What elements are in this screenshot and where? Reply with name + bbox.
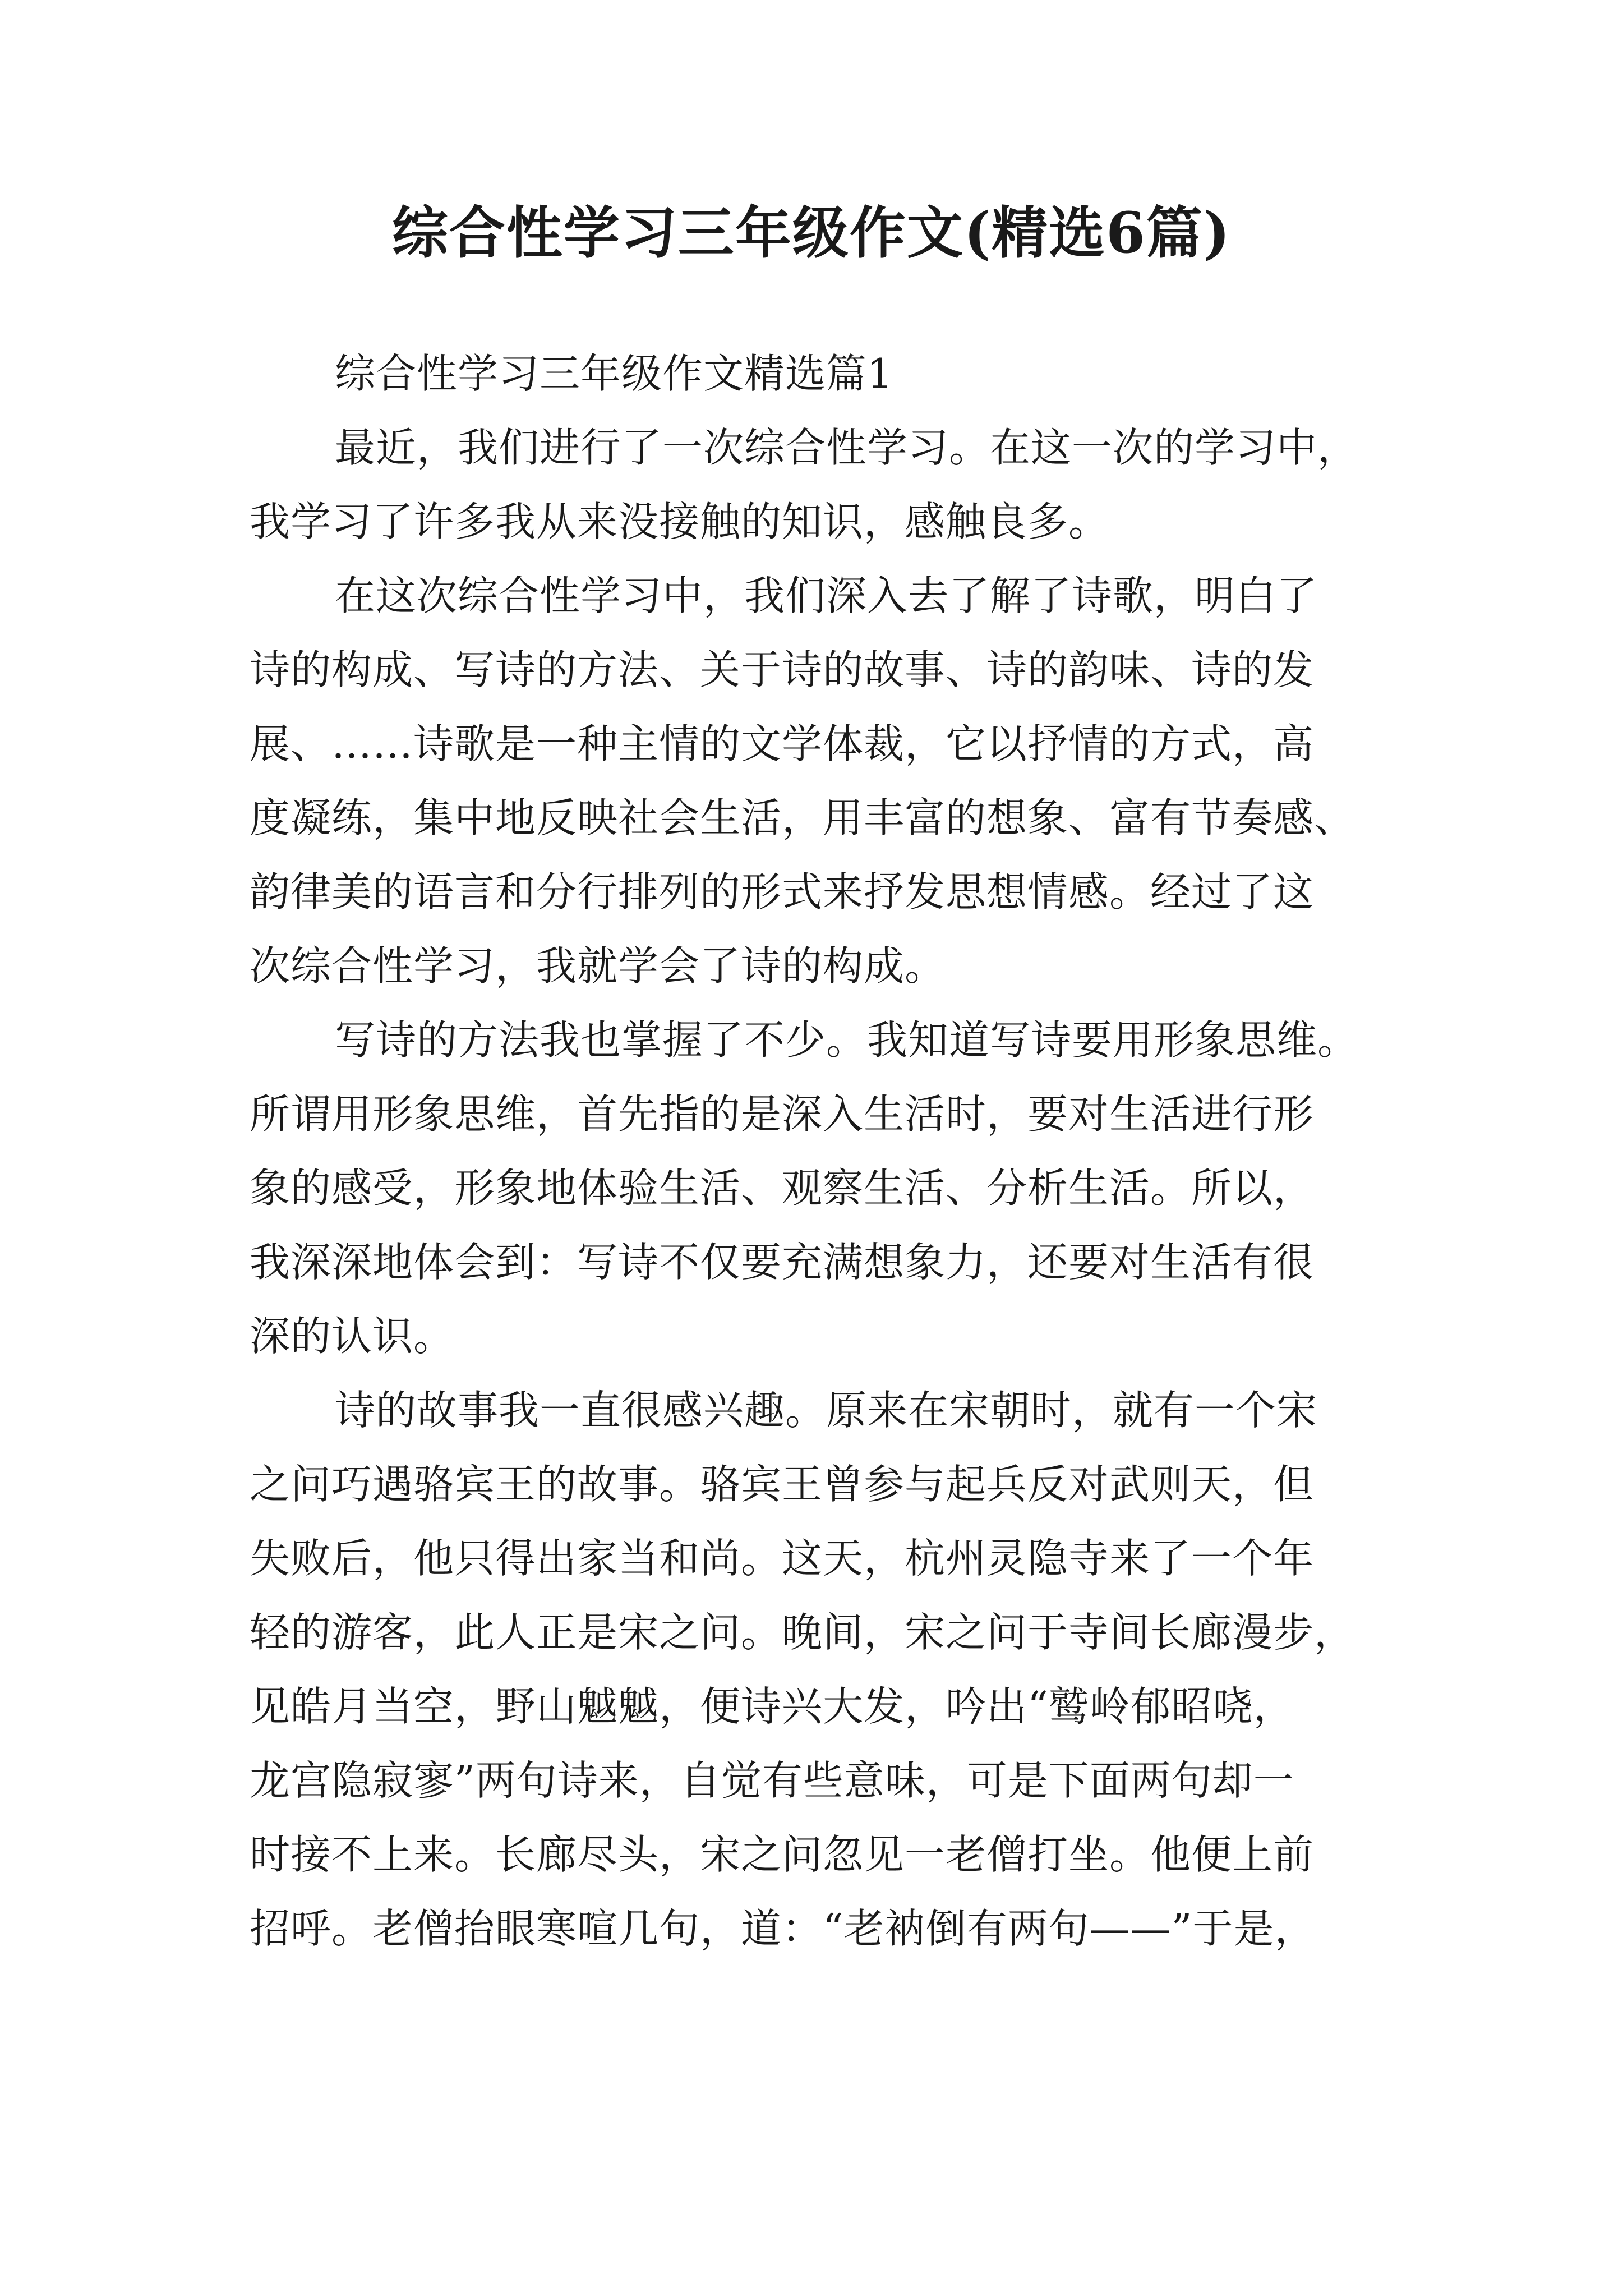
paragraph-1 bbox=[250, 411, 1394, 559]
paragraph-4 bbox=[250, 1373, 1394, 1966]
paragraph-line: 失败后，他只得出家当和尚。这天，杭州灵隐寺来了一个年 bbox=[250, 1535, 1315, 1582]
paragraph-line: 度凝练，集中地反映社会生活，用丰富的想象、富有节奏感、 bbox=[250, 794, 1355, 841]
paragraph-line: 所谓用形象思维，首先指的是深入生活时，要对生活进行形 bbox=[250, 1091, 1315, 1138]
paragraph-line: 最近，我们进行了一次综合性学习。在这一次的学习中， bbox=[335, 424, 1359, 471]
paragraph-line: 写诗的方法我也掌握了不少。我知道写诗要用形象思维。 bbox=[335, 1016, 1359, 1064]
paragraph-line: 深的认识。 bbox=[250, 1313, 455, 1360]
paragraph-line: 我学习了许多我从来没接触的知识，感触良多。 bbox=[250, 498, 1110, 545]
paragraph-line: 韵律美的语言和分行排列的形式来抒发思想情感。经过了这 bbox=[250, 868, 1315, 915]
document-body bbox=[250, 337, 1394, 1966]
paragraph-line: 轻的游客，此人正是宋之问。晚间，宋之问于寺间长廊漫步， bbox=[250, 1609, 1355, 1656]
section-heading: 综合性学习三年级作文精选篇1 bbox=[335, 350, 893, 397]
paragraph-2 bbox=[250, 559, 1394, 1003]
document-title: 综合性学习三年级作文(精选6篇) bbox=[391, 200, 1232, 266]
paragraph-line: 诗的故事我一直很感兴趣。原来在宋朝时，就有一个宋 bbox=[335, 1387, 1318, 1434]
paragraph-line: 之问巧遇骆宾王的故事。骆宾王曾参与起兵反对武则天，但 bbox=[250, 1461, 1315, 1508]
paragraph-line: 次综合性学习，我就学会了诗的构成。 bbox=[250, 942, 946, 990]
paragraph-3 bbox=[250, 1003, 1394, 1373]
paragraph-line: 在这次综合性学习中，我们深入去了解了诗歌，明白了 bbox=[335, 572, 1318, 619]
paragraph-line: 诗的构成、写诗的方法、关于诗的故事、诗的韵味、诗的发 bbox=[250, 646, 1315, 693]
paragraph-line: 见皓月当空，野山魆魆，便诗兴大发，吟出“鹫岭郁昭哓， bbox=[250, 1683, 1294, 1730]
paragraph-line: 招呼。老僧抬眼寒喧几句，道：“老衲倒有两句——”于是， bbox=[250, 1905, 1316, 1952]
paragraph-line: 我深深地体会到：写诗不仅要充满想象力，还要对生活有很 bbox=[250, 1239, 1315, 1286]
paragraph-line: 展、……诗歌是一种主情的文学体裁，它以抒情的方式，高 bbox=[250, 720, 1315, 767]
paragraph-line: 时接不上来。长廊尽头，宋之问忽见一老僧打坐。他便上前 bbox=[250, 1831, 1315, 1878]
paragraph-line: 象的感受，形象地体验生活、观察生活、分析生活。所以， bbox=[250, 1165, 1315, 1212]
paragraph-line: 龙宫隐寂寥”两句诗来，自觉有些意味，可是下面两句却一 bbox=[250, 1757, 1294, 1804]
